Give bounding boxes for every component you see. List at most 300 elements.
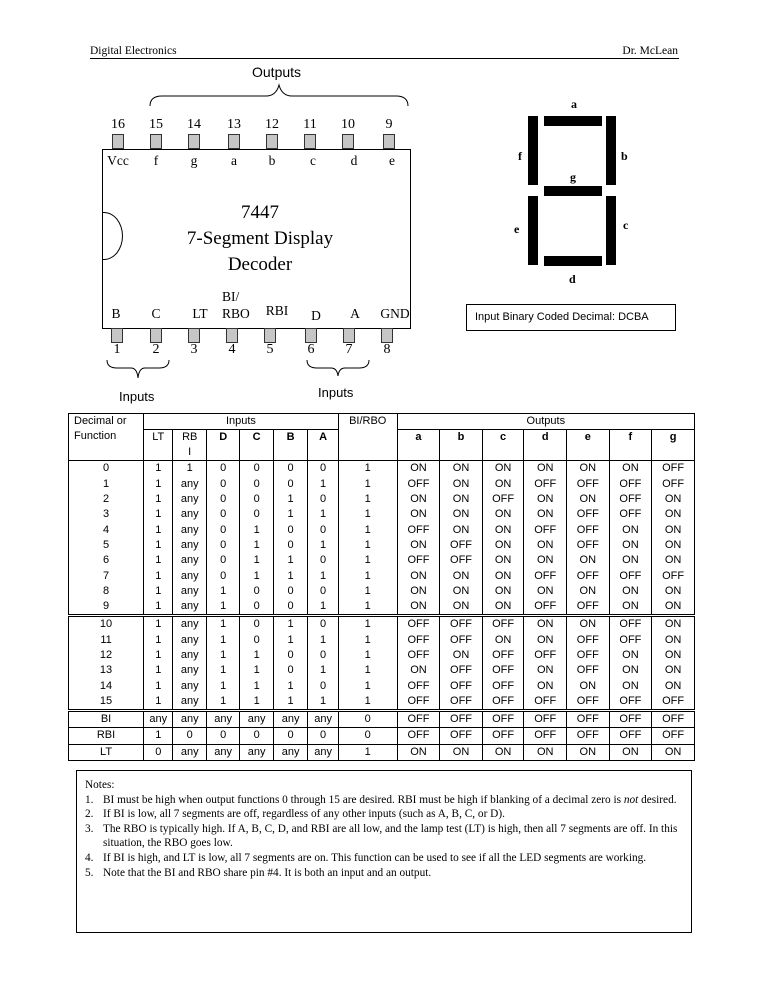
table-cell: OFF [652,477,695,492]
table-cell: ON [524,507,567,522]
table-cell: 0 [308,728,338,744]
table-cell: 1 [308,477,338,492]
table-cell: ON [524,584,567,599]
table-cell: ON [440,477,483,492]
table-cell: ON [440,648,483,663]
note-item [85,851,683,866]
table-cell: OFF [524,711,567,728]
table-cell: OFF [652,694,695,711]
table-cell: 1 [144,599,173,616]
header-col: A [308,430,338,461]
table-cell: 0 [206,507,239,522]
table-cell: 0 [240,492,273,507]
table-cell: 1 [144,616,173,633]
pin-number: 4 [228,342,236,357]
table-cell: 1 [206,648,239,663]
table-cell: OFF [567,711,610,728]
table-cell: OFF [440,694,483,711]
truth-table-body [69,461,695,761]
table-cell: OFF [609,694,652,711]
table-cell: ON [482,553,524,568]
table-cell: ON [652,648,695,663]
table-cell: 0 [206,568,239,583]
table-cell: 1 [338,492,397,507]
chip-pin [150,328,162,343]
notes-box [76,770,692,933]
chip-pin [305,328,317,343]
table-cell: ON [652,522,695,537]
pin-label: c [310,153,316,168]
table-cell: 0 [206,461,239,477]
header-function: Decimal or Function [69,414,144,461]
table-cell: 1 [144,522,173,537]
table-cell: 0 [273,599,307,616]
table-cell: any [206,711,239,728]
table-cell: ON [609,599,652,616]
table-cell: 1 [273,492,307,507]
table-cell: 0 [308,584,338,599]
pin-label: D [311,308,321,323]
table-cell: ON [524,633,567,648]
table-header-row-1 [69,414,695,430]
table-cell: ON [524,492,567,507]
table-cell: OFF [524,522,567,537]
header-inputs: Inputs [144,414,339,430]
table-cell: OFF [482,648,524,663]
table-row [69,477,695,492]
table-row [69,538,695,553]
table-cell: OFF [567,728,610,744]
note-number: 5. [85,866,94,879]
table-cell: any [173,568,206,583]
table-cell: 0 [206,477,239,492]
chip-title-line3: Decoder [227,254,293,275]
table-cell: ON [482,633,524,648]
table-cell: 0 [338,728,397,744]
table-cell: 1 [273,568,307,583]
table-cell: ON [567,492,610,507]
table-cell: OFF [567,507,610,522]
table-cell: ON [609,584,652,599]
table-row [69,553,695,568]
table-cell: 0 [206,522,239,537]
table-cell: ON [652,538,695,553]
table-cell: 1 [240,522,273,537]
pin-label: GND [380,306,410,321]
table-cell: 1 [308,538,338,553]
table-cell: 1 [240,678,273,693]
table-cell: 1 [144,728,173,744]
table-cell: OFF [397,522,440,537]
table-cell: ON [652,678,695,693]
table-cell: 1 [144,663,173,678]
table-cell: any [173,553,206,568]
table-cell: 0 [240,461,273,477]
header-col: b [440,430,483,461]
table-cell: 11 [69,633,144,648]
chip-pin [342,134,354,149]
segment-b [606,116,616,185]
header-col: g [652,430,695,461]
chip-notch [85,212,123,260]
pin-number: 12 [265,117,279,132]
segment-label-a: a [571,97,577,111]
table-cell: ON [652,744,695,760]
table-cell: ON [524,616,567,633]
chip-pin [228,134,240,149]
table-cell: ON [482,538,524,553]
header-outputs: Outputs [397,414,694,430]
table-cell: OFF [609,507,652,522]
table-cell: ON [524,553,567,568]
table-cell: 1 [338,663,397,678]
table-cell: 15 [69,694,144,711]
table-cell: 1 [144,461,173,477]
note-text: Note that the BI and RBO share pin #4. It is both an input and an output. [103,866,432,879]
header-col: LT [144,430,173,461]
segment-c [606,196,616,265]
note-item [85,793,683,808]
table-cell: ON [482,477,524,492]
table-cell: 1 [338,648,397,663]
table-cell: any [173,507,206,522]
segment-d [544,256,602,266]
pin-label: Vcc [107,153,129,168]
note-number: 1. [85,793,94,806]
table-cell: 1 [338,678,397,693]
table-cell: ON [482,568,524,583]
segment-label-d: d [569,272,576,286]
table-cell: 0 [240,616,273,633]
table-cell: 0 [273,663,307,678]
header-col: c [482,430,524,461]
table-cell: 0 [273,461,307,477]
table-cell: 1 [240,568,273,583]
table-cell: 0 [240,584,273,599]
table-cell: 1 [308,663,338,678]
chip-pin [226,328,238,343]
table-cell: OFF [440,553,483,568]
table-cell: 9 [69,599,144,616]
table-cell: OFF [397,711,440,728]
header-col: a [397,430,440,461]
table-row [69,492,695,507]
table-cell: 1 [206,678,239,693]
table-cell: 1 [144,678,173,693]
table-cell: OFF [397,694,440,711]
outputs-brace [148,82,410,108]
table-cell: 0 [240,507,273,522]
table-cell: OFF [652,711,695,728]
pin-number: 5 [266,342,274,357]
pin-number: 14 [187,117,201,132]
table-cell: ON [482,507,524,522]
segment-e [528,196,538,265]
table-cell: ON [524,461,567,477]
table-cell: ON [440,492,483,507]
pin-label: d [350,153,358,168]
table-cell: ON [609,522,652,537]
pin-number: 13 [227,117,241,132]
table-row [69,711,695,728]
chip-pin [266,134,278,149]
note-number: 3. [85,822,94,835]
table-cell: OFF [567,648,610,663]
table-cell: 3 [69,507,144,522]
table-cell: BI [69,711,144,728]
header-col: e [567,430,610,461]
table-cell: ON [567,678,610,693]
segment-label-c: c [623,218,629,232]
note-number: 4. [85,851,94,864]
table-cell: any [173,694,206,711]
table-cell: OFF [524,648,567,663]
table-cell: 1 [206,584,239,599]
table-row [69,599,695,616]
pin-number: 1 [113,342,121,357]
table-cell: ON [397,584,440,599]
table-cell: 1 [144,648,173,663]
table-cell: 0 [240,728,273,744]
table-cell: OFF [609,492,652,507]
header-rule [90,58,679,59]
table-cell: 5 [69,538,144,553]
table-cell: ON [609,461,652,477]
table-cell: 1 [338,599,397,616]
table-cell: ON [397,663,440,678]
table-cell: 1 [338,744,397,760]
pin-label: B [111,306,121,321]
table-cell: ON [440,507,483,522]
header-col: RB I [173,430,206,461]
table-cell: OFF [440,711,483,728]
table-cell: any [173,616,206,633]
table-cell: OFF [482,711,524,728]
table-cell: 1 [273,507,307,522]
table-cell: 1 [338,616,397,633]
table-cell: any [308,711,338,728]
table-cell: 1 [338,694,397,711]
table-cell: ON [567,584,610,599]
table-cell: ON [567,461,610,477]
table-cell: 1 [240,694,273,711]
pin-number: 9 [385,117,393,132]
bcd-input-caption: Input Binary Coded Decimal: DCBA [466,304,676,331]
table-cell: 0 [69,461,144,477]
table-row [69,507,695,522]
table-row [69,633,695,648]
outputs-label: Outputs [252,64,302,80]
table-cell: ON [652,633,695,648]
table-cell: ON [652,553,695,568]
table-cell: ON [397,461,440,477]
table-cell: any [173,492,206,507]
note-item [85,807,683,822]
table-cell: any [173,663,206,678]
table-cell: OFF [397,648,440,663]
table-cell: 0 [308,678,338,693]
table-cell: OFF [440,633,483,648]
table-cell: ON [440,599,483,616]
note-emphasis: not [623,793,639,806]
table-cell: ON [482,584,524,599]
table-cell: 0 [206,538,239,553]
table-cell: 0 [273,538,307,553]
table-cell: 1 [206,663,239,678]
table-cell: ON [397,568,440,583]
table-cell: 0 [273,728,307,744]
table-cell: ON [609,678,652,693]
table-cell: 1 [308,694,338,711]
table-cell: OFF [567,663,610,678]
table-cell: any [173,711,206,728]
table-cell: OFF [652,461,695,477]
table-cell: 0 [273,522,307,537]
table-cell: ON [567,553,610,568]
table-cell: OFF [440,678,483,693]
table-cell: ON [524,678,567,693]
table-cell: any [173,599,206,616]
segment-label-f: f [518,149,522,163]
segment-label-g: g [570,170,576,184]
table-cell: ON [652,507,695,522]
table-cell: OFF [397,477,440,492]
table-cell: ON [652,599,695,616]
chip-pin [188,134,200,149]
table-cell: any [240,711,273,728]
table-cell: any [273,711,307,728]
table-cell: OFF [397,553,440,568]
table-cell: ON [482,744,524,760]
table-cell: ON [567,616,610,633]
table-cell: ON [652,492,695,507]
table-cell: ON [440,522,483,537]
table-cell: 1 [338,584,397,599]
table-cell: any [144,711,173,728]
pin-number: 7 [345,342,353,357]
table-cell: any [173,538,206,553]
table-cell: OFF [652,568,695,583]
table-cell: 10 [69,616,144,633]
table-cell: 1 [69,477,144,492]
table-row [69,694,695,711]
table-cell: OFF [482,492,524,507]
table-cell: OFF [524,694,567,711]
table-cell: 0 [206,492,239,507]
table-cell: 1 [144,553,173,568]
chip-title-line2: 7-Segment Display [186,228,334,249]
table-cell: any [173,584,206,599]
table-cell: ON [652,616,695,633]
table-cell: 1 [338,507,397,522]
pin-number: 11 [303,117,317,132]
inputs-label-left: Inputs [119,389,155,404]
table-cell: 1 [273,678,307,693]
pin-number: 15 [149,117,163,132]
note-item [85,866,683,881]
table-cell: OFF [482,728,524,744]
table-cell: 1 [273,633,307,648]
table-cell: ON [609,538,652,553]
table-row [69,461,695,477]
table-cell: 0 [308,492,338,507]
note-text [103,793,677,808]
table-cell: 0 [273,477,307,492]
table-cell: 1 [144,584,173,599]
chip-title-line1: 7447 [241,202,279,223]
table-cell: ON [440,568,483,583]
pin-label: g [190,153,198,168]
segment-g [544,186,602,196]
table-cell: any [240,744,273,760]
pin-number: 3 [190,342,198,357]
table-cell: ON [652,584,695,599]
table-cell: ON [482,522,524,537]
chip-pin [383,134,395,149]
table-cell: 0 [273,648,307,663]
table-cell: any [273,744,307,760]
table-cell: 0 [240,477,273,492]
table-cell: ON [609,663,652,678]
table-row [69,584,695,599]
table-cell: LT [69,744,144,760]
table-cell: any [173,744,206,760]
table-cell: 1 [240,663,273,678]
table-cell: 1 [144,507,173,522]
table-row [69,678,695,693]
inputs-brace-right [305,358,371,378]
note-text: If BI is high, and LT is low, all 7 segments are on. This function can be used to see if all the LED segments are working. [103,851,647,864]
table-row [69,648,695,663]
segment-f [528,116,538,185]
table-cell: OFF [397,633,440,648]
table-cell: 14 [69,678,144,693]
table-cell: 12 [69,648,144,663]
table-row [69,522,695,537]
table-cell: OFF [397,616,440,633]
table-row [69,728,695,744]
table-cell: 1 [144,568,173,583]
table-cell: 0 [308,461,338,477]
table-cell: ON [567,744,610,760]
table-cell: ON [397,599,440,616]
table-cell: OFF [397,678,440,693]
table-cell: any [173,648,206,663]
header-left: Digital Electronics [90,45,177,57]
table-cell: OFF [440,616,483,633]
table-cell: OFF [482,694,524,711]
chip-pin [264,328,276,343]
pin-label: C [151,306,161,321]
pin-label: RBI [265,303,289,318]
table-cell: 1 [338,553,397,568]
table-cell: 1 [308,568,338,583]
table-cell: 1 [273,553,307,568]
table-cell: OFF [567,694,610,711]
table-cell: ON [652,663,695,678]
table-cell: ON [440,584,483,599]
segment-label-b: b [621,149,628,163]
pin-number: 8 [383,342,391,357]
table-cell: 1 [206,616,239,633]
table-cell: 4 [69,522,144,537]
table-cell: 0 [308,616,338,633]
table-row [69,616,695,633]
table-cell: 0 [338,711,397,728]
chip-pin [188,328,200,343]
table-cell: OFF [440,663,483,678]
table-cell: 8 [69,584,144,599]
